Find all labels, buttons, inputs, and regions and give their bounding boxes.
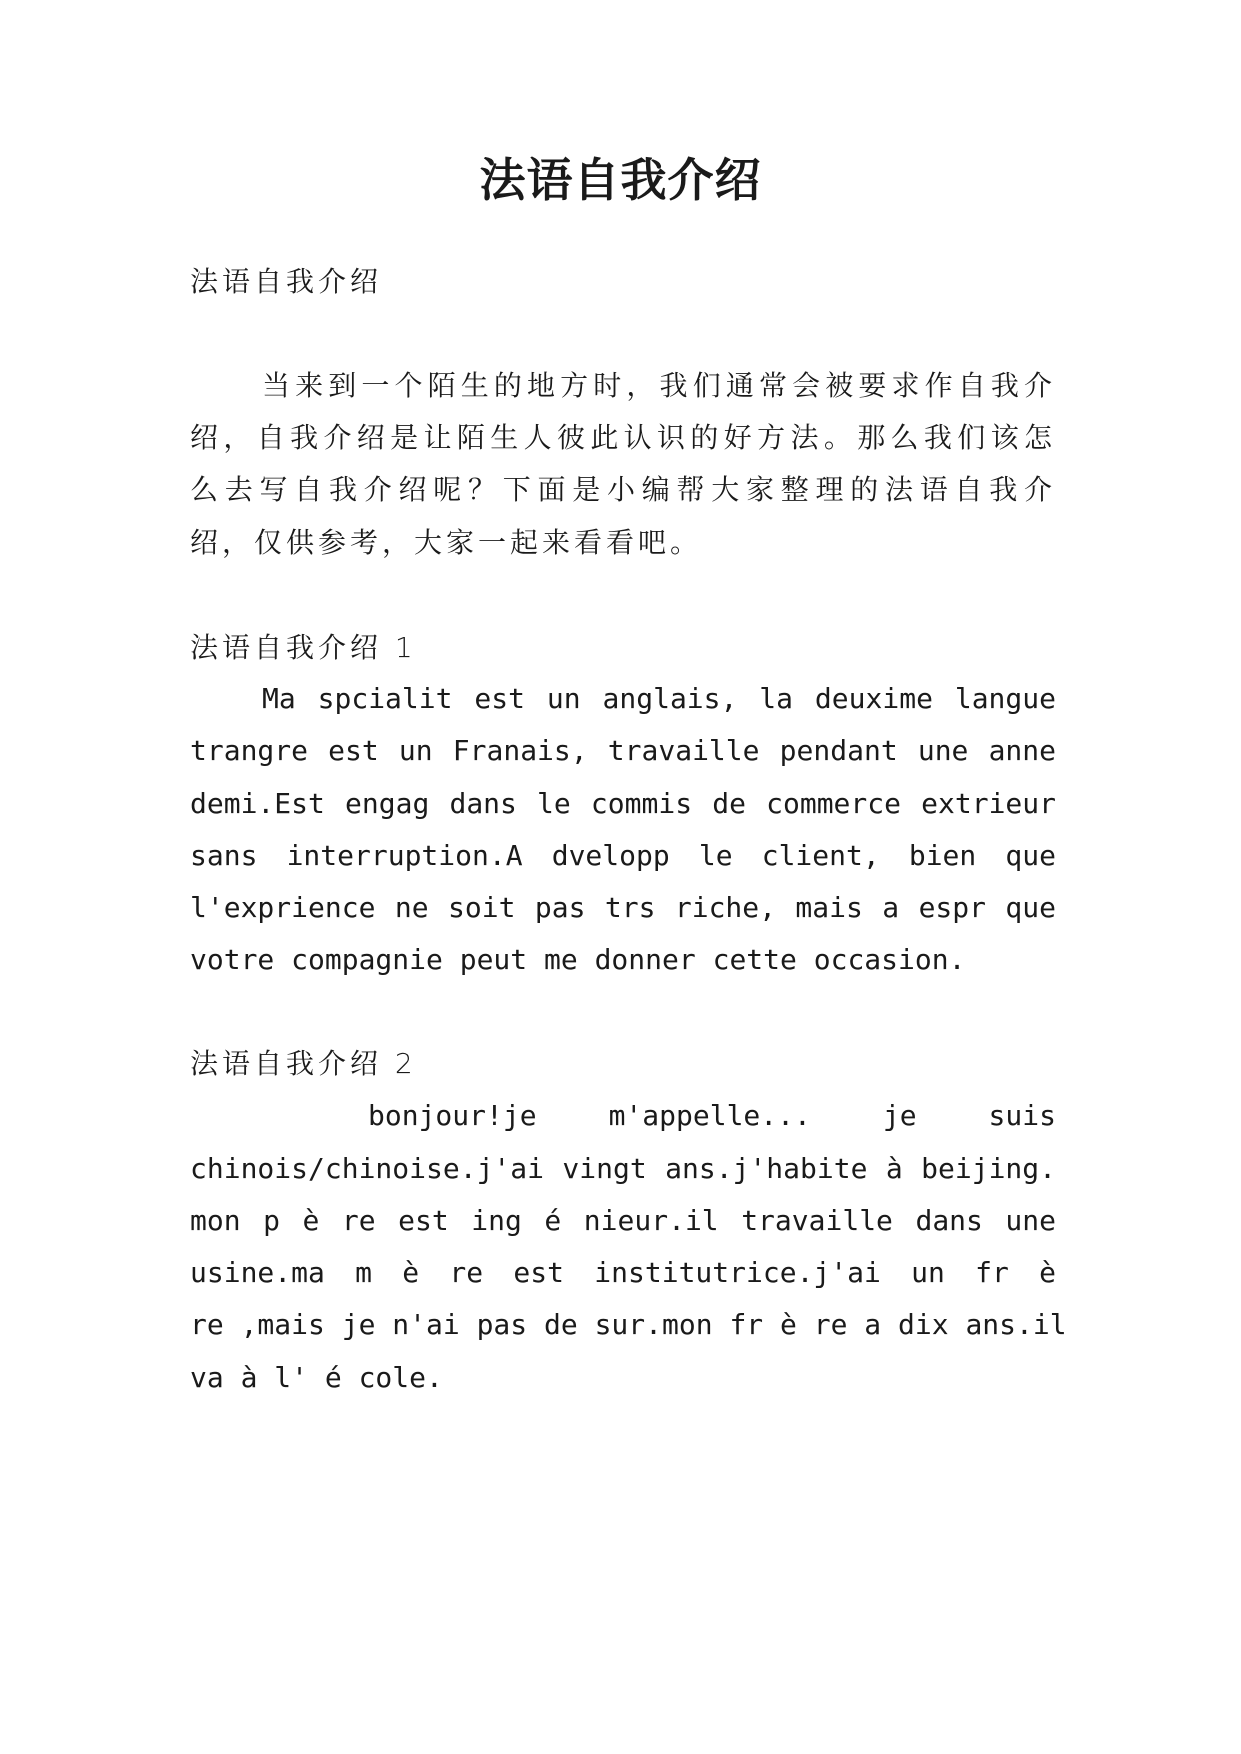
intro-line: 当来到一个陌生的地方时，我们通常会被要求作自我介 [262,369,1056,402]
section2-line: mon p è re est ing é nieur.il travaille dans une [190,1204,1056,1237]
document-title: 法语自我介绍 [479,153,762,207]
section2-line: usine.ma m è re est institutrice.j'ai un fr è [190,1256,1056,1289]
section1-line: demi.Est engag dans le commis de commerce extrieur [190,787,1056,820]
section1-line: sans interruption.A dvelopp le client, bien que [190,839,1056,872]
intro-line: 绍，仅供参考，大家一起来看看吧。 [190,526,703,559]
section2-line: re ,mais je n'ai pas de sur.mon fr è re a dix ans.il [190,1308,1067,1341]
intro-line: 么去写自我介绍呢？下面是小编帮大家整理的法语自我介 [190,473,1056,506]
section1-heading: 法语自我介绍 1 [190,631,417,664]
section1-line: trangre est un Franais, travaille pendant une anne [190,734,1056,767]
section1-line: Ma spcialit est un anglais, la deuxime langue [262,682,1056,715]
section2-line: chinois/chinoise.j'ai vingt ans.j'habite à beijing. [190,1152,1056,1185]
section1-line: l'exprience ne soit pas trs riche, mais a espr que [190,891,1056,924]
intro-line: 绍，自我介绍是让陌生人彼此认识的好方法。那么我们该怎 [190,421,1056,454]
section2-line: va à l' é cole. [190,1361,443,1394]
section2-line: bonjour!je m'appelle... je suis [368,1099,1056,1132]
section1-line: votre compagnie peut me donner cette occasion. [190,943,966,976]
subtitle: 法语自我介绍 [190,265,383,298]
section2-heading: 法语自我介绍 2 [190,1047,417,1080]
